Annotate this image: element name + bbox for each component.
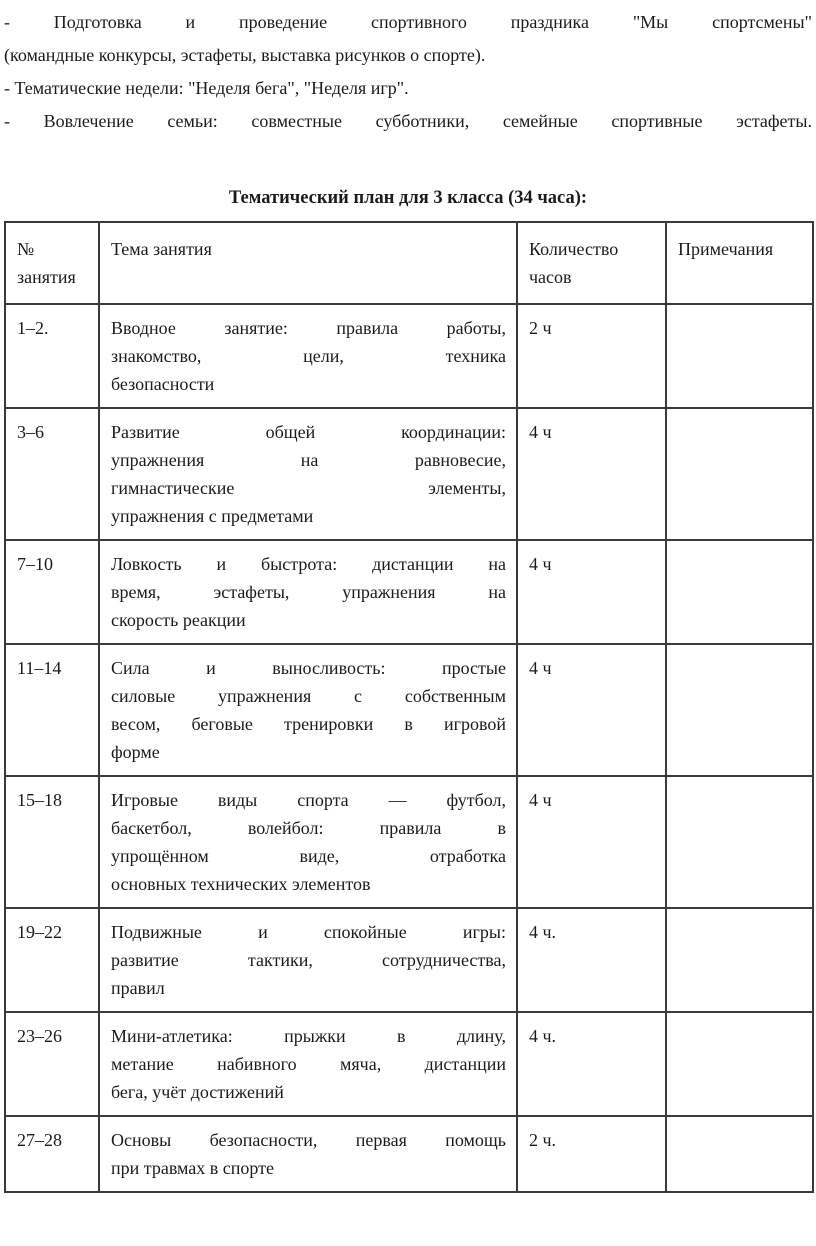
topic-cell: Ловкость и быстрота: дистанции на время, эстафеты, упражнения на скорость реакции — [99, 540, 517, 644]
intro-paragraph-theme-weeks: - Тематические недели: "Неделя бега", "Неделя игр". — [4, 78, 409, 98]
table-row — [5, 908, 813, 1012]
hours-cell: 2 ч. — [517, 1116, 666, 1192]
topic-cell: Сила и выносливость: простые силовые упражнения с собственным весом, беговые тренировки в игровой форме — [99, 644, 517, 776]
hours-cell: 4 ч. — [517, 908, 666, 1012]
notes-cell — [666, 776, 813, 908]
lesson-number-cell: 11–14 — [5, 644, 99, 776]
hours-cell: 4 ч — [517, 776, 666, 908]
section-heading: Тематический план для 3 класса (34 часа): — [228, 188, 588, 208]
thematic-plan-table — [4, 221, 814, 1193]
table-row — [5, 540, 813, 644]
topic-cell: Основы безопасности, первая помощь при травмах в спорте — [99, 1116, 517, 1192]
lesson-number-cell: 7–10 — [5, 540, 99, 644]
hours-cell: 4 ч — [517, 540, 666, 644]
notes-cell — [666, 1116, 813, 1192]
column-header-hours: Количество часов — [517, 222, 666, 304]
lesson-number-cell: 1–2. — [5, 304, 99, 408]
notes-cell — [666, 304, 813, 408]
column-header-lesson-number: № занятия — [5, 222, 99, 304]
lesson-number-cell: 15–18 — [5, 776, 99, 908]
topic-cell: Мини-атлетика: прыжки в длину, метание набивного мяча, дистанции бега, учёт достижений — [99, 1012, 517, 1116]
intro-paragraph-sport-festival: - Подготовка и проведение спортивного праздника "Мы спортсмены" (командные конкурсы, эстафеты, выставка рисунков о спорте). — [4, 12, 812, 65]
table-row — [5, 408, 813, 540]
notes-cell — [666, 1012, 813, 1116]
table-row — [5, 644, 813, 776]
column-header-notes: Примечания — [666, 222, 813, 304]
notes-cell — [666, 644, 813, 776]
column-header-topic: Тема занятия — [99, 222, 517, 304]
hours-cell: 4 ч. — [517, 1012, 666, 1116]
intro-paragraph-family: - Вовлечение семьи: совместные субботники, семейные спортивные эстафеты. — [4, 111, 812, 131]
hours-cell: 2 ч — [517, 304, 666, 408]
table-row — [5, 1116, 813, 1192]
topic-cell: Игровые виды спорта — футбол, баскетбол, волейбол: правила в упрощённом виде, отработка основных технических элементов — [99, 776, 517, 908]
topic-cell: Вводное занятие: правила работы, знакомство, цели, техника безопасности — [99, 304, 517, 408]
notes-cell — [666, 540, 813, 644]
lesson-number-cell: 23–26 — [5, 1012, 99, 1116]
hours-cell: 4 ч — [517, 644, 666, 776]
table-row — [5, 776, 813, 908]
hours-cell: 4 ч — [517, 408, 666, 540]
lesson-number-cell: 19–22 — [5, 908, 99, 1012]
notes-cell — [666, 908, 813, 1012]
notes-cell — [666, 408, 813, 540]
table-header-row — [5, 222, 813, 304]
topic-cell: Подвижные и спокойные игры: развитие тактики, сотрудничества, правил — [99, 908, 517, 1012]
table-row — [5, 304, 813, 408]
topic-cell: Развитие общей координации: упражнения на равновесие, гимнастические элементы, упражнения с предметами — [99, 408, 517, 540]
table-row — [5, 1012, 813, 1116]
lesson-number-cell: 27–28 — [5, 1116, 99, 1192]
lesson-number-cell: 3–6 — [5, 408, 99, 540]
